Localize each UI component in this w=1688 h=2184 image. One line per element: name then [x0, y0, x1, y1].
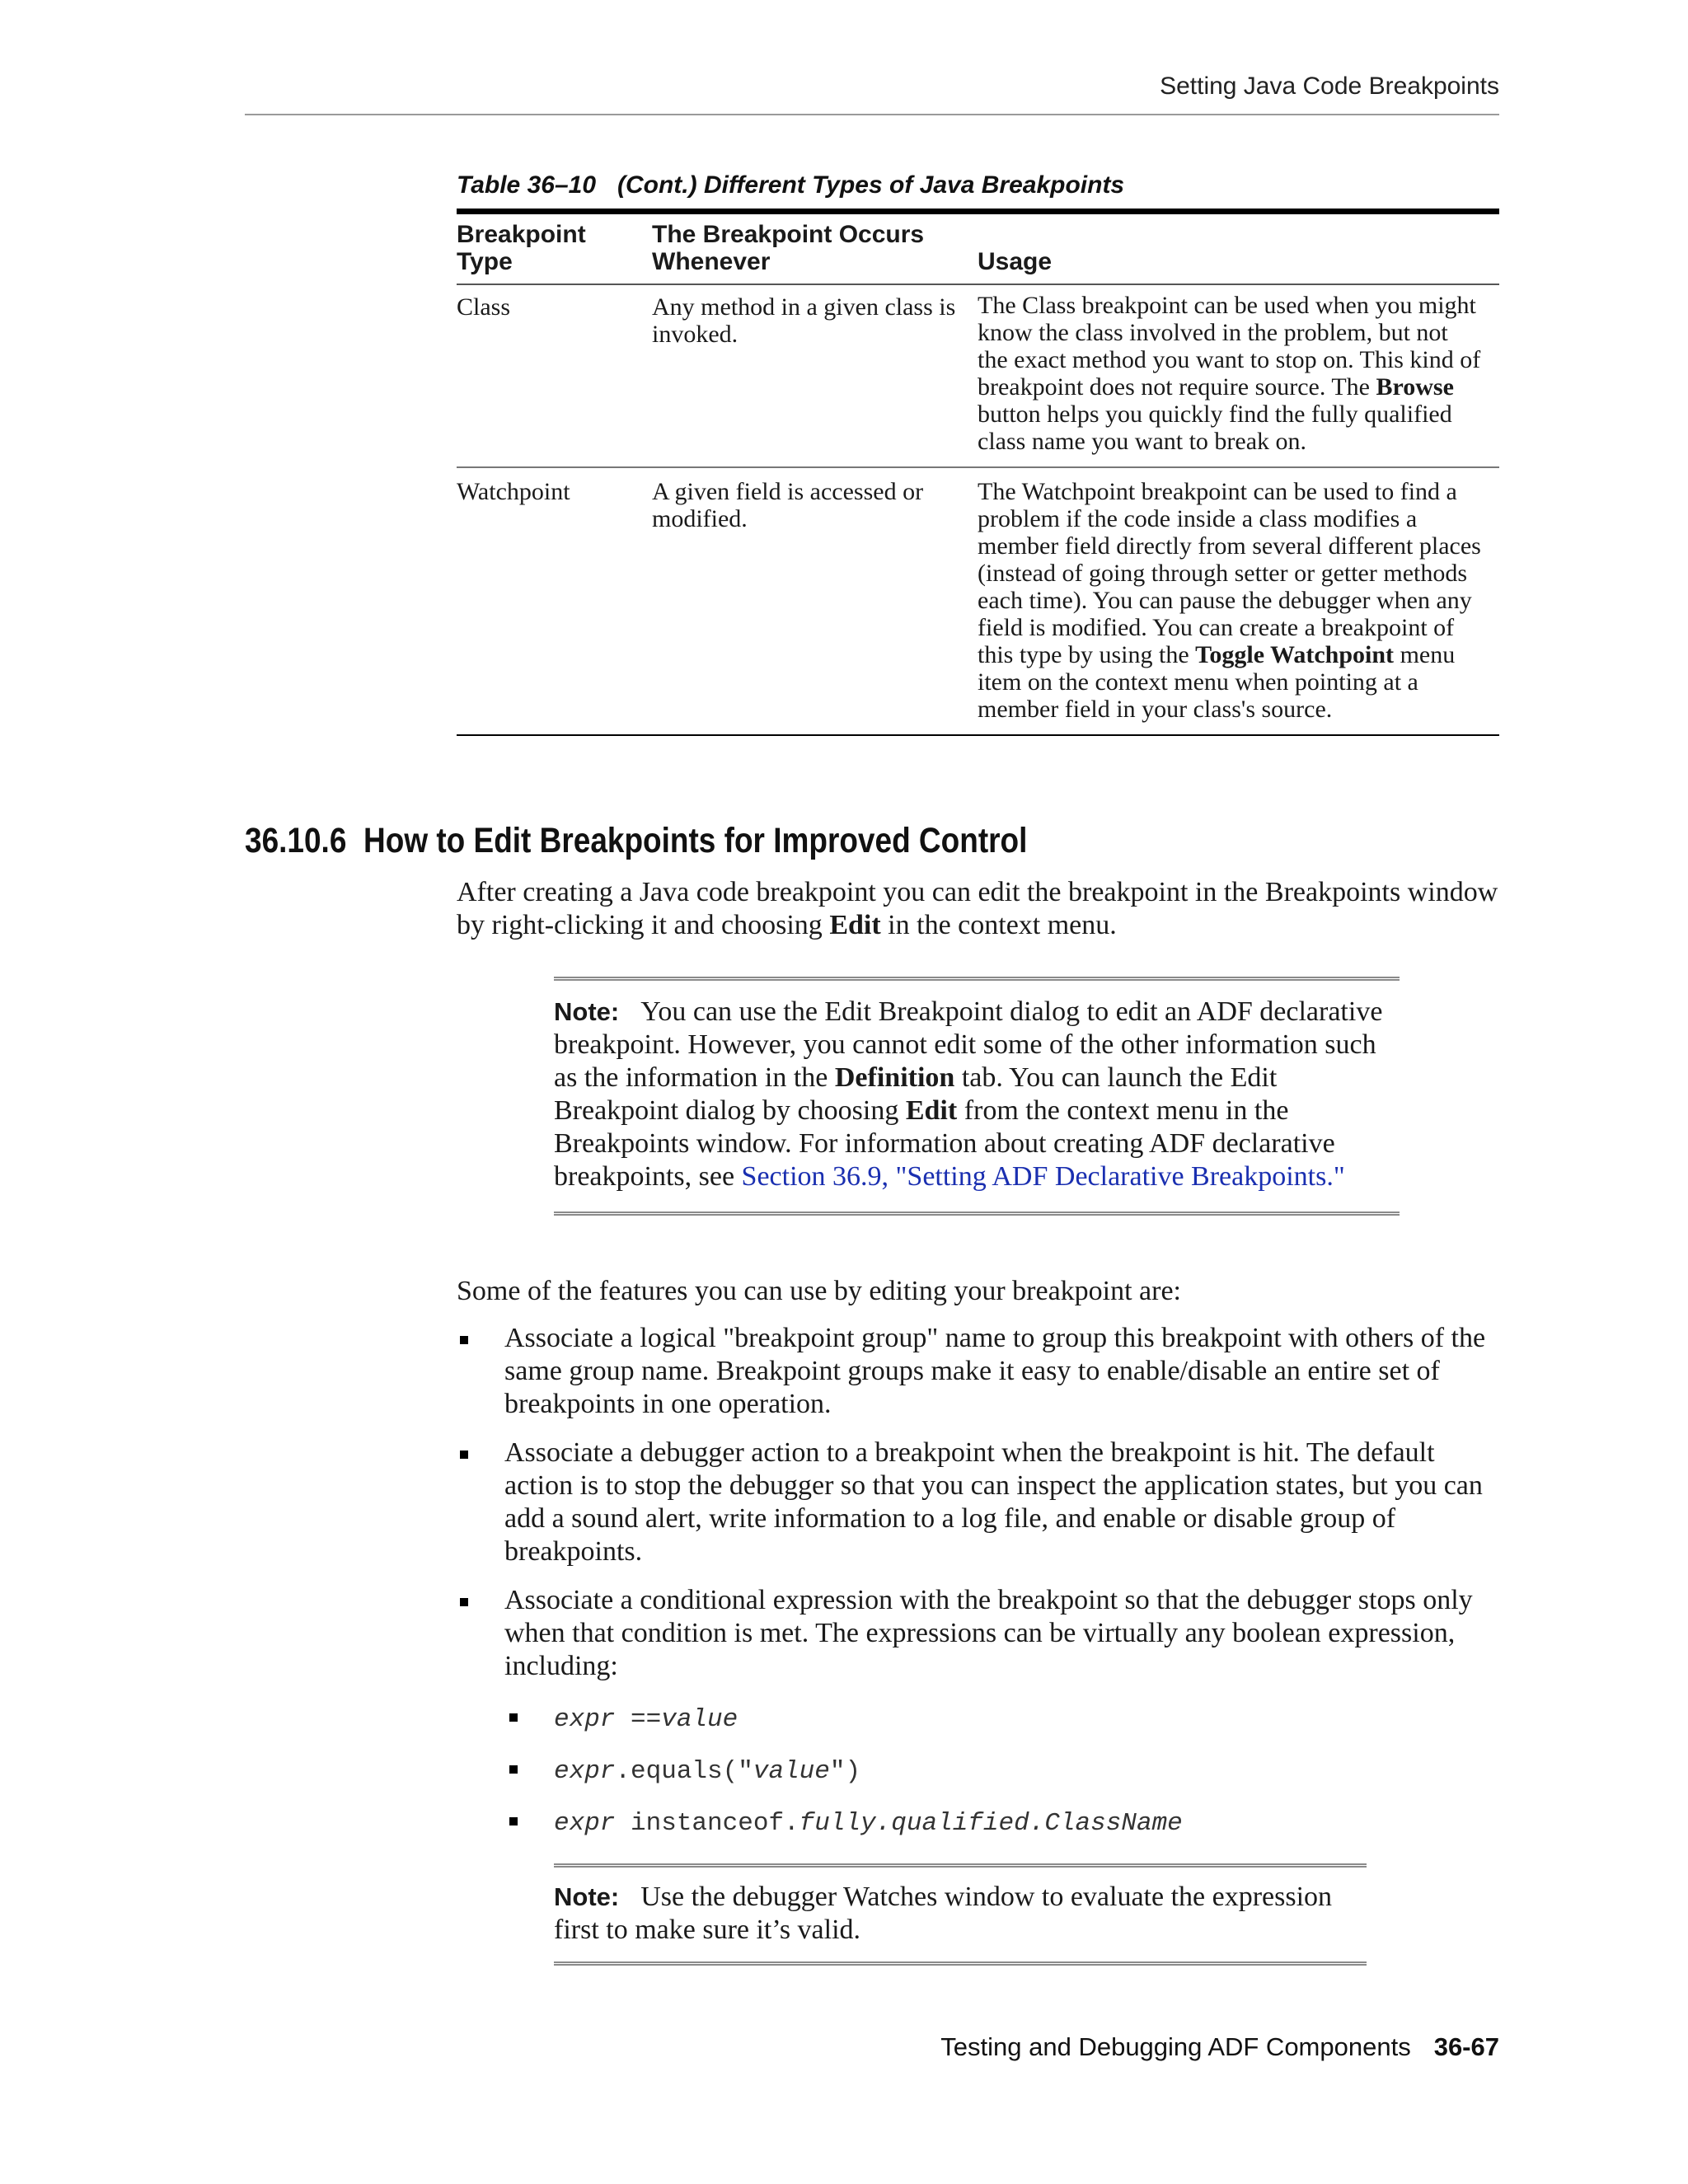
cell-type: Watchpoint: [457, 478, 570, 505]
section-number: 36.10.6: [245, 821, 347, 860]
list-item: expr instanceof.fully.qualified.ClassName: [506, 1804, 1495, 1841]
ui-term-edit: Edit: [829, 910, 881, 940]
features-intro: Some of the features you can use by editing your breakpoint are:: [457, 1276, 1182, 1306]
list-item: Associate a conditional expression with the breakpoint so that the debugger stops only when that condition is met. The expressions can be virtually any boolean expression, including:: [457, 1584, 1499, 1683]
list-item: expr ==value: [506, 1700, 1495, 1737]
table-row: [457, 284, 1499, 467]
cell-type: Class: [457, 293, 511, 321]
bullet-square-icon: [509, 1765, 518, 1774]
intro-paragraph: After creating a Java code breakpoint you can edit the breakpoint in the Breakpoints window by right-clicking it and choosing Edit in the context menu.: [457, 877, 1498, 940]
ui-term-definition: Definition: [834, 1062, 955, 1093]
bullet-square-icon: [460, 1336, 468, 1344]
section-heading: [245, 821, 1324, 861]
footer-title: Testing and Debugging ADF Components: [940, 2032, 1411, 2061]
running-header: Setting Java Code Breakpoints: [1160, 73, 1499, 100]
breakpoint-types-table: [457, 209, 1499, 736]
bullet-square-icon: [509, 1713, 518, 1722]
table-header-row: [457, 212, 1499, 285]
table-caption: [457, 171, 1499, 199]
cell-usage: The Watchpoint breakpoint can be used to find a problem if the code inside a class modifies a member field directly from several different places (instead of going through setter or getter methods each time). You can pause the debugger when any field is modified. You can create a breakpoint of this type by using the Toggle Watchpoint menu item on the context menu when pointing at a member field in your class's source.: [978, 478, 1481, 723]
ui-term-browse: Browse: [1376, 373, 1454, 401]
cell-usage: The Class breakpoint can be used when you might know the class involved in the problem, but not the exact method you want to stop on. This kind of breakpoint does not require source. The Browse button helps you quickly find the fully qualified class name you want to break on.: [978, 292, 1481, 455]
feature-list: [457, 1322, 1499, 1699]
cell-occurs: A given field is accessed or modified.: [652, 478, 924, 532]
bullet-square-icon: [460, 1598, 468, 1606]
header-rule: [245, 114, 1499, 115]
column-header-type: Breakpoint Type: [457, 221, 586, 275]
ui-term-edit: Edit: [905, 1095, 958, 1126]
bullet-square-icon: [460, 1451, 468, 1459]
note-box: Note: You can use the Edit Breakpoint dialog to edit an ADF declarative breakpoint. However, you cannot edit some of the other information such as the information in the Definition tab. You can launch the Edit Breakpoint dialog by choosing Edit from the context menu in the Breakpoints window. For information about creating ADF declarative breakpoints, see Section 36.9, "Setting ADF Declarative Breakpoints.": [554, 977, 1400, 1216]
list-item: Associate a logical "breakpoint group" name to group this breakpoint with others of the same group name. Breakpoint groups make it easy to enable/disable an entire set of breakpoints in one operation.: [457, 1322, 1499, 1421]
page-number: 36-67: [1433, 2032, 1499, 2061]
column-header-usage: Usage: [978, 248, 1053, 275]
list-item: Associate a debugger action to a breakpoint when the breakpoint is hit. The default action is to stop the debugger so that you can inspect the application states, but you can add a sound alert, write information to a log file, and enable or disable group of breakpoints.: [457, 1436, 1499, 1568]
list-item: expr.equals("value"): [506, 1752, 1495, 1789]
table-caption-title: (Cont.) Different Types of Java Breakpoints: [617, 171, 1125, 199]
section-title: How to Edit Breakpoints for Improved Control: [363, 821, 1028, 860]
expression-list: [506, 1700, 1495, 1856]
cell-occurs: Any method in a given class is invoked.: [652, 293, 956, 348]
note-label: Note:: [554, 997, 620, 1026]
bullet-square-icon: [509, 1817, 518, 1825]
table-row: [457, 467, 1499, 735]
note-box: Note: Use the debugger Watches window to evaluate the expression first to make sure it’s valid.: [554, 1863, 1367, 1966]
running-footer: [245, 2032, 1499, 2062]
ui-term-toggle-watchpoint: Toggle Watchpoint: [1195, 641, 1395, 668]
column-header-occurs: The Breakpoint Occurs Whenever: [652, 221, 925, 275]
note-label: Note:: [554, 1882, 620, 1911]
cross-reference-link[interactable]: Section 36.9, "Setting ADF Declarative Breakpoints.": [741, 1161, 1345, 1192]
table-caption-number: Table 36–10: [457, 171, 596, 199]
